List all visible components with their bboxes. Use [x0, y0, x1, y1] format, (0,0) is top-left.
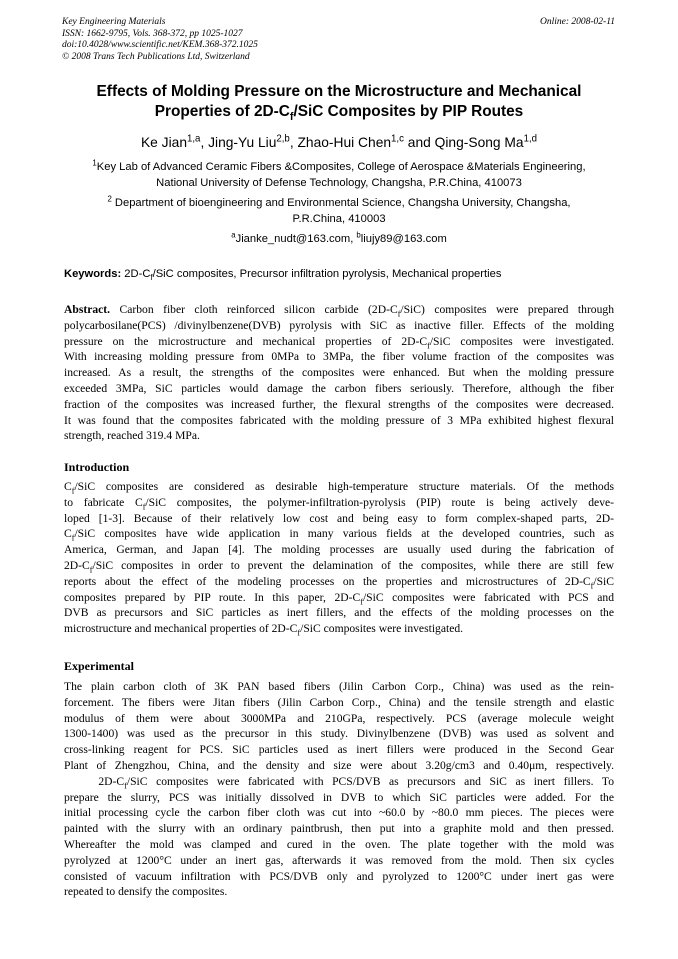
keywords-label: Keywords:	[64, 268, 122, 280]
text: /SiC	[593, 574, 614, 588]
affiliation-2	[58, 195, 620, 227]
subscript: f	[71, 533, 75, 543]
affiliation-line: P.R.China, 410003	[292, 213, 386, 225]
author-affil-mark: 1,a	[187, 133, 201, 145]
exp-line: initial processing cycle the carbon fiber cloth was cut into ~60.0 by ~80.0 mm pieces. The pieces were	[64, 806, 614, 820]
text: microstructure and mechanical properties of 2D-C	[64, 622, 298, 636]
experimental-text	[64, 679, 614, 900]
exp-line: Plant of Zhengzhou, China, and the density and size were about 3.20g/cm3 and 0.40μm, respectively.	[64, 758, 614, 772]
subscript: f	[590, 581, 594, 591]
exp-line: pyrolyzed at 1200°C under an inert gas, afterwards it was removed from the mold. Then six cycles	[64, 853, 614, 867]
text: /SiC composites, the polymer-infiltration-pyrolysis (PIP) route is being actively deve-	[145, 495, 614, 509]
keywords-subscript: f	[150, 273, 153, 283]
affil-text: Key Lab of Advanced Ceramic Fibers &Composites, College of Aerospace &Materials Engineering,	[96, 161, 586, 173]
text: /SiC composites are considered as desirable high-temperature structure materials. Of the methods	[74, 480, 614, 493]
subscript: f	[397, 309, 401, 319]
affiliation-line	[58, 195, 620, 211]
exp-line: cross-linking reagent for PCS. SiC particles used as inert fillers were produced in the Second Gear	[64, 743, 614, 757]
subscript: f	[142, 502, 146, 512]
journal-header	[62, 17, 258, 63]
email-mark: b	[356, 230, 361, 240]
exp-line: modulus of them were about 3000MPa and 210GPa, respectively. PCS (average molecule weight	[64, 711, 614, 725]
abstract-line: increased. As a result, the strengths of the composites were enhanced. But when the molding pressure	[64, 366, 614, 380]
affiliation-line	[58, 159, 620, 175]
title-line-2	[40, 102, 638, 122]
introduction-heading: Introduction	[64, 460, 130, 474]
abstract-line	[64, 334, 614, 350]
intro-line	[64, 479, 614, 495]
abstract-line: fraction of the composites was increased further, the flexural strengths of the composites were decreased.	[64, 397, 614, 411]
experimental-heading: Experimental	[64, 659, 134, 673]
intro-line	[64, 590, 614, 606]
text: to fabricate C	[64, 495, 143, 509]
affil-mark: 2	[107, 194, 112, 204]
text: Carbon fiber cloth reinforced silicon carbide (2D-C	[110, 303, 398, 316]
text: /SiC composites in order to prevent the delamination of the composites, while there are still few	[92, 558, 614, 572]
email-a[interactable]: Jianke_nudt@163.com,	[235, 233, 357, 245]
abstract-line: It was found that the composites fabricated with the molding pressure of 3 MPa exhibited highest flexural	[64, 413, 614, 427]
title-text: Properties of 2D-C	[154, 102, 290, 120]
text: /SiC composites have wide application in many various fields at the developed countries, such as	[74, 527, 614, 541]
subscript: f	[89, 565, 93, 575]
text: /SiC composites were investigated.	[300, 622, 464, 636]
copyright-line: © 2008 Trans Tech Publications Ltd, Switzerland	[62, 51, 250, 62]
exp-line	[64, 774, 614, 790]
exp-line: repeated to densify the composites.	[64, 885, 228, 899]
paper-title	[40, 82, 638, 121]
intro-line: America, German, and Japan [4]. The molding processes are usually used during the fabrication of	[64, 543, 614, 557]
subscript: f	[124, 781, 127, 791]
exp-line: consisted of vacuum infiltration with PCS/DVB only and pyrolyzed to 1200°C under inert gas were	[64, 869, 614, 883]
intro-line	[64, 558, 614, 574]
intro-line	[64, 495, 614, 511]
affiliation-line: National University of Defense Technology, Changsha, P.R.China, 410073	[156, 177, 522, 189]
abstract-line: exceeded 3MPa, SiC particles would damage the carbon fibers seriously. Therefore, although the fiber	[64, 381, 614, 395]
text: 2D-C	[64, 558, 90, 572]
online-date: Online: 2008-02-11	[539, 17, 615, 27]
abstract	[64, 302, 614, 444]
title-line-1: Effects of Molding Pressure on the Microstructure and Mechanical	[96, 83, 582, 100]
text: C	[64, 527, 72, 541]
affiliation-1	[58, 159, 620, 191]
author-name: Zhao-Hui Chen	[297, 135, 392, 150]
text: /SiC composites were investigated.	[429, 334, 614, 348]
issn-line: ISSN: 1662-9795, Vols. 368-372, pp 1025-1027	[62, 28, 243, 39]
text: pressure on the microstructure and mechanical properties of 2D-C	[64, 334, 428, 348]
author-affil-mark: 2,b	[276, 133, 290, 145]
exp-line: painted with the slurry with an ordinary paintbrush, then put into a graphite mold and then pressed.	[64, 822, 614, 836]
keywords-text: /SiC composites, Precursor infiltration pyrolysis, Mechanical properties	[152, 268, 502, 280]
author-name: Jing-Yu Liu	[208, 135, 277, 150]
abstract-line: strength, reached 319.4 MPa.	[64, 429, 200, 443]
author-emails	[58, 231, 620, 247]
abstract-line: polycarbosilane(PCS) /divinylbenzene(DVB) pyrolysis with SiC as inactive filler. Effects of the molding	[64, 318, 614, 332]
text: /SiC) composites were prepared through	[400, 303, 614, 316]
intro-line	[64, 526, 614, 542]
exp-line: forcement. The fibers were Jitan fibers (Jilin Carbon Corp., China) and the tensile strength and elastic	[64, 695, 614, 709]
intro-line	[64, 574, 614, 590]
keywords-text: 2D-C	[121, 268, 151, 280]
exp-line: 1300-1400) was used as the precursor in this study. Divinylbenzene (DVB) was used as solvent and	[64, 727, 614, 741]
intro-line	[64, 621, 614, 637]
text: /SiC composites were fabricated with PCS/DVB as precursors and SiC as inert fillers. To	[126, 774, 614, 788]
affil-text: Department of bioengineering and Environmental Science, Changsha University, Changsha,	[111, 197, 571, 209]
text: /SiC composites were fabricated with PCS and	[362, 590, 614, 604]
abstract-label: Abstract.	[64, 303, 111, 316]
abstract-line	[64, 302, 614, 318]
email-mark: a	[231, 230, 236, 240]
intro-line: loped [1-3]. Because of their relatively low cost and being easy to form complex-shaped parts, 2D-	[64, 511, 614, 525]
exp-line: prepare the slurry, PCS was initially dissolved in DVB to which SiC particles were added. For the	[64, 790, 614, 804]
text: 2D-C	[64, 774, 125, 788]
affil-mark: 1	[92, 158, 97, 168]
doi-line: doi:10.4028/www.scientific.net/KEM.368-372.1025	[62, 40, 258, 51]
title-text: /SiC Composites by PIP Routes	[293, 102, 524, 120]
keywords	[64, 266, 614, 282]
abstract-line: With increasing molding pressure from 0MPa to 3MPa, the fiber volume fraction of the composites was	[64, 350, 614, 364]
text: composites prepared by PIP route. In this paper, 2D-C	[64, 590, 361, 604]
subscript: f	[427, 340, 430, 350]
text: C	[64, 480, 72, 493]
author-affil-mark: 1,c	[391, 133, 404, 145]
author-name: Qing-Song Ma	[434, 135, 524, 150]
email-b[interactable]: liujy89@163.com	[360, 233, 447, 245]
exp-line: Whereafter the mold was clamped and cured in the oven. The plate together with the mold was	[64, 837, 614, 851]
exp-line: The plain carbon cloth of 3K PAN based fibers (Jilin Carbon Corp., China) was used as the rein-	[64, 680, 614, 693]
author-separator: and	[403, 135, 435, 150]
author-affil-mark: 1,d	[523, 133, 538, 145]
subscript: f	[297, 628, 301, 638]
journal-name: Key Engineering Materials	[62, 17, 166, 27]
author-name: Ke Jian	[140, 135, 187, 150]
title-subscript: f	[289, 110, 294, 123]
subscript: f	[71, 486, 75, 496]
author-separator: ,	[200, 135, 209, 150]
intro-line: DVB as precursors and SiC particles as inert fillers, and the effects of the molding processes on the	[64, 606, 614, 620]
subscript: f	[360, 596, 363, 606]
author-separator: ,	[289, 135, 298, 150]
author-list	[40, 134, 638, 151]
introduction-text	[64, 479, 614, 637]
text: reports about the effect of the modeling processes on the properties and microstructures of 2D-C	[64, 574, 591, 588]
